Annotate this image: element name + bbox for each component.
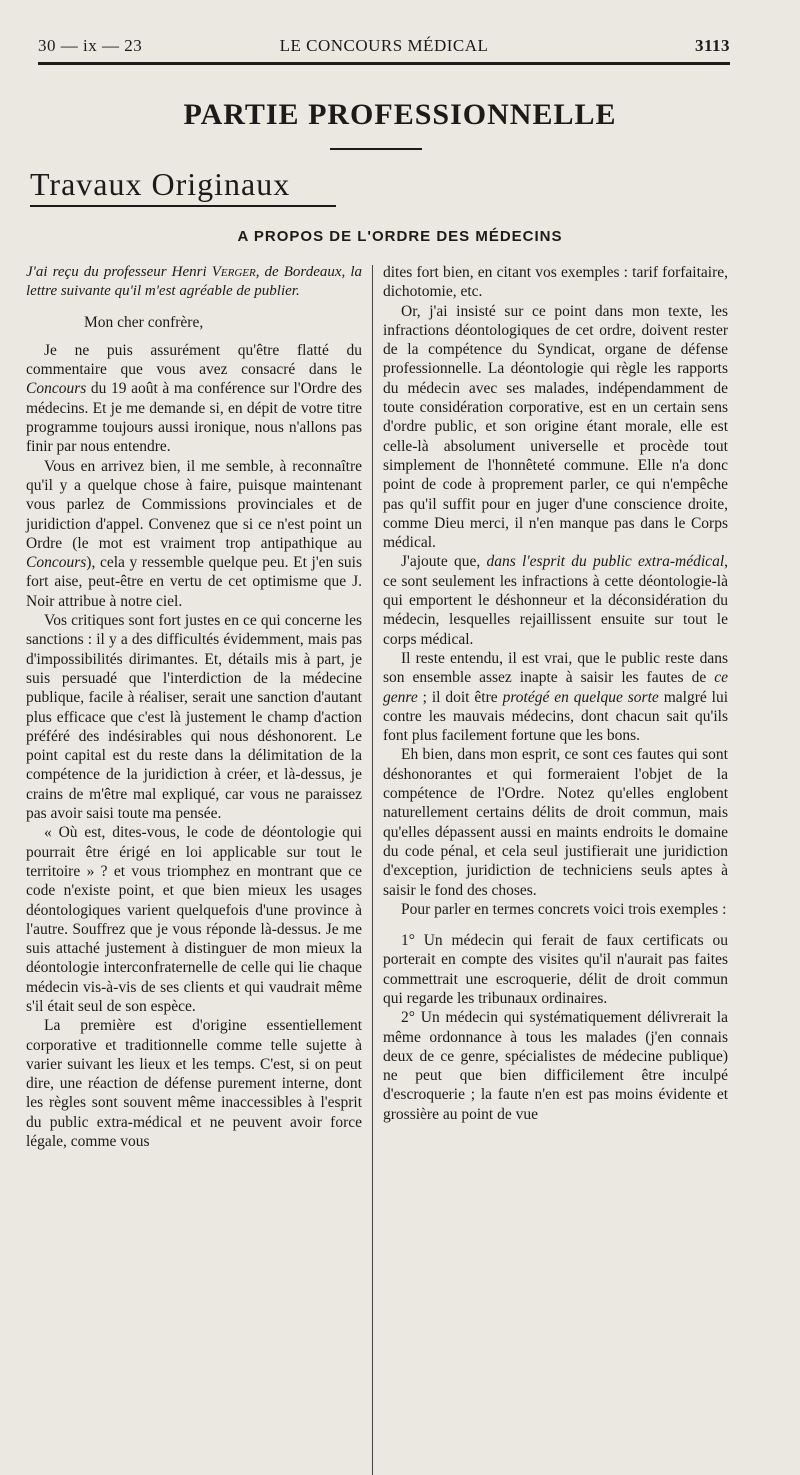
- header-rule: [38, 62, 730, 65]
- paragraph: Vos critiques sont fort justes en ce qui concerne les sanctions : il y a des difficultés évidemment, mais pas d'impossibilités dirimantes. Et, détails mis à part, je suis persuadé que l'interdiction de la médecine publique, facile à réaliser, serait une sanction d'autant plus efficace que c'est là justement le champ d'action préféré des indésirables qui nous déshonorent. Le point capital est du reste dans la délimitation de la compétence de la juridiction à créer, et là-dessus, je crains de m'être mal expliqué, car vous ne paraissez pas avoir saisi toute ma pensée.: [26, 612, 362, 823]
- paragraph-continued: dites fort bien, en citant vos exemples : tarif forfaitaire, dichotomie, etc.: [383, 264, 728, 301]
- paragraph: Pour parler en termes concrets voici trois exemples :: [401, 900, 727, 918]
- column-divider: [372, 265, 373, 1475]
- paragraph: Vous en arrivez bien, il me semble, à reconnaître qu'il y a quelque chose à faire, puisque maintenant vous parlez de Commissions provinciales et de juridiction d'appel. Convenez que si ce n'est point un Ordre (le mot est vraiment trop antipathique au Concours), cela y ressemble quelque peu. Et j'en suis fort aise, peut-être en vertu de cet optimisme que J. Noir attribue à notre ciel.: [26, 457, 362, 610]
- list-item: 1° Un médecin qui ferait de faux certificats ou porterait en compte des visites qu'il n'aurait pas faites commettrait une escroquerie, délit de droit commun qui regarde les tribunaux ordinaires.: [383, 932, 728, 1007]
- rubric-title: Travaux Originaux: [30, 166, 291, 202]
- journal-name: LE CONCOURS MÉDICAL: [279, 36, 489, 55]
- author-name: Verger: [211, 264, 256, 280]
- paragraph: Or, j'ai insisté sur ce point dans mon texte, les infractions déontologiques de cet ordre, doivent rester de la compétence du Syndicat, organe de défense professionnelle. La déontologie qui règle les rapports du médecin avec ses malades, indépendamment de toute considération corporative, est en un certain sens d'ordre public, et son origine étant morale, elle est celle-là absolument universelle et procède tout simplement de l'honnêteté commune. Elle n'a donc point de code à proprement parler, ce qui n'empêche pas qu'il suffit pour en juger d'une conscience droite, comme Dieu merci, il n'en manque pas dans le Corps médical.: [383, 302, 728, 552]
- editor-intro: J'ai reçu du professeur Henri Verger, de Bordeaux, la lettre suivante qu'il m'est agréable de publier.: [26, 264, 362, 300]
- salutation: Mon cher confrère,: [84, 313, 204, 331]
- article-title: A PROPOS DE L'ORDRE DES MÉDECINS: [237, 228, 563, 245]
- list-item: 2° Un médecin qui systématiquement délivrerait la même ordonnance à tous les malades (j'en connais deux de ce genre, spécialistes de médecine publique) ne peut que bien difficilement être inculpé d'escroquerie ; la faute n'en est pas moins évidente et grossière au point de vue: [383, 1009, 728, 1123]
- paragraph: Je ne puis assurément qu'être flatté du commentaire que vous avez consacré dans le Concours du 19 août à ma conférence sur l'Ordre des médecins. Et je me demande si, en dépit de votre titre programme toujours aussi ironique, nous n'allons pas finir par nous entendre.: [26, 341, 362, 456]
- paragraph: J'ajoute que, dans l'esprit du public extra-médical, ce sont seulement les infractions à cette déontologie-là qui emportent le déshonneur et la déconsidération du médecin, lesquelles rejaillissent ensuite sur tout le corps médical.: [383, 553, 728, 648]
- section-title: PARTIE PROFESSIONNELLE: [183, 98, 617, 131]
- paragraph: Il reste entendu, il est vrai, que le public reste dans son ensemble assez inapte à saisir les fautes de ce genre ; il doit être protégé en quelque sorte malgré lui contre les mauvais médecins, dont chacun sait qu'ils font plus facilement fortune que les bons.: [383, 649, 729, 745]
- issue-date: 30 — ix — 23: [38, 36, 143, 55]
- paragraph: « Où est, dites-vous, le code de déontologie qui pourrait être érigé en loi applicable sur tout le territoire » ? et vous triomphez en montrant que ce code n'existe point, et que bien mieux les usages déontologiques varient quelquefois d'une province à l'autre. Souffrez que je vous réponde là-dessus. Je me suis attaché justement à distinguer de mon mieux la déontologie interconfraternelle de celle qui lie chaque médecin vis-à-vis de ses clients et qui vaudrait même s'il était seul de son espèce.: [26, 824, 362, 1015]
- right-column: [383, 263, 728, 1124]
- left-column: [26, 263, 362, 1151]
- paragraph: La première est d'origine essentiellement corporative et traditionnelle comme telle sujette à varier suivant les lieux et les temps. C'est, si on peut dire, une réaction de défense purement interne, dont les règles sont souvent même inaccessibles à l'esprit du public extra-médical et ne peuvent avoir force légale, comme vous: [26, 1017, 362, 1151]
- running-header: [38, 36, 730, 58]
- section-title-rule: [330, 148, 422, 150]
- page-number: 3113: [694, 36, 730, 55]
- paragraph: Eh bien, dans mon esprit, ce sont ces fautes qui sont déshonorantes et qui formeraient l'objet de la compétence de l'Ordre. Notez qu'elles englobent naturellement certains délits de droit commun, mais qu'elles dépassent aussi en maints endroits le domaine du code pénal, et cela seul justifierait une juridiction d'exception, juridiction de techniciens seuls aptes à saisir le fond des choses.: [383, 746, 728, 899]
- rubric-underline: [30, 205, 336, 207]
